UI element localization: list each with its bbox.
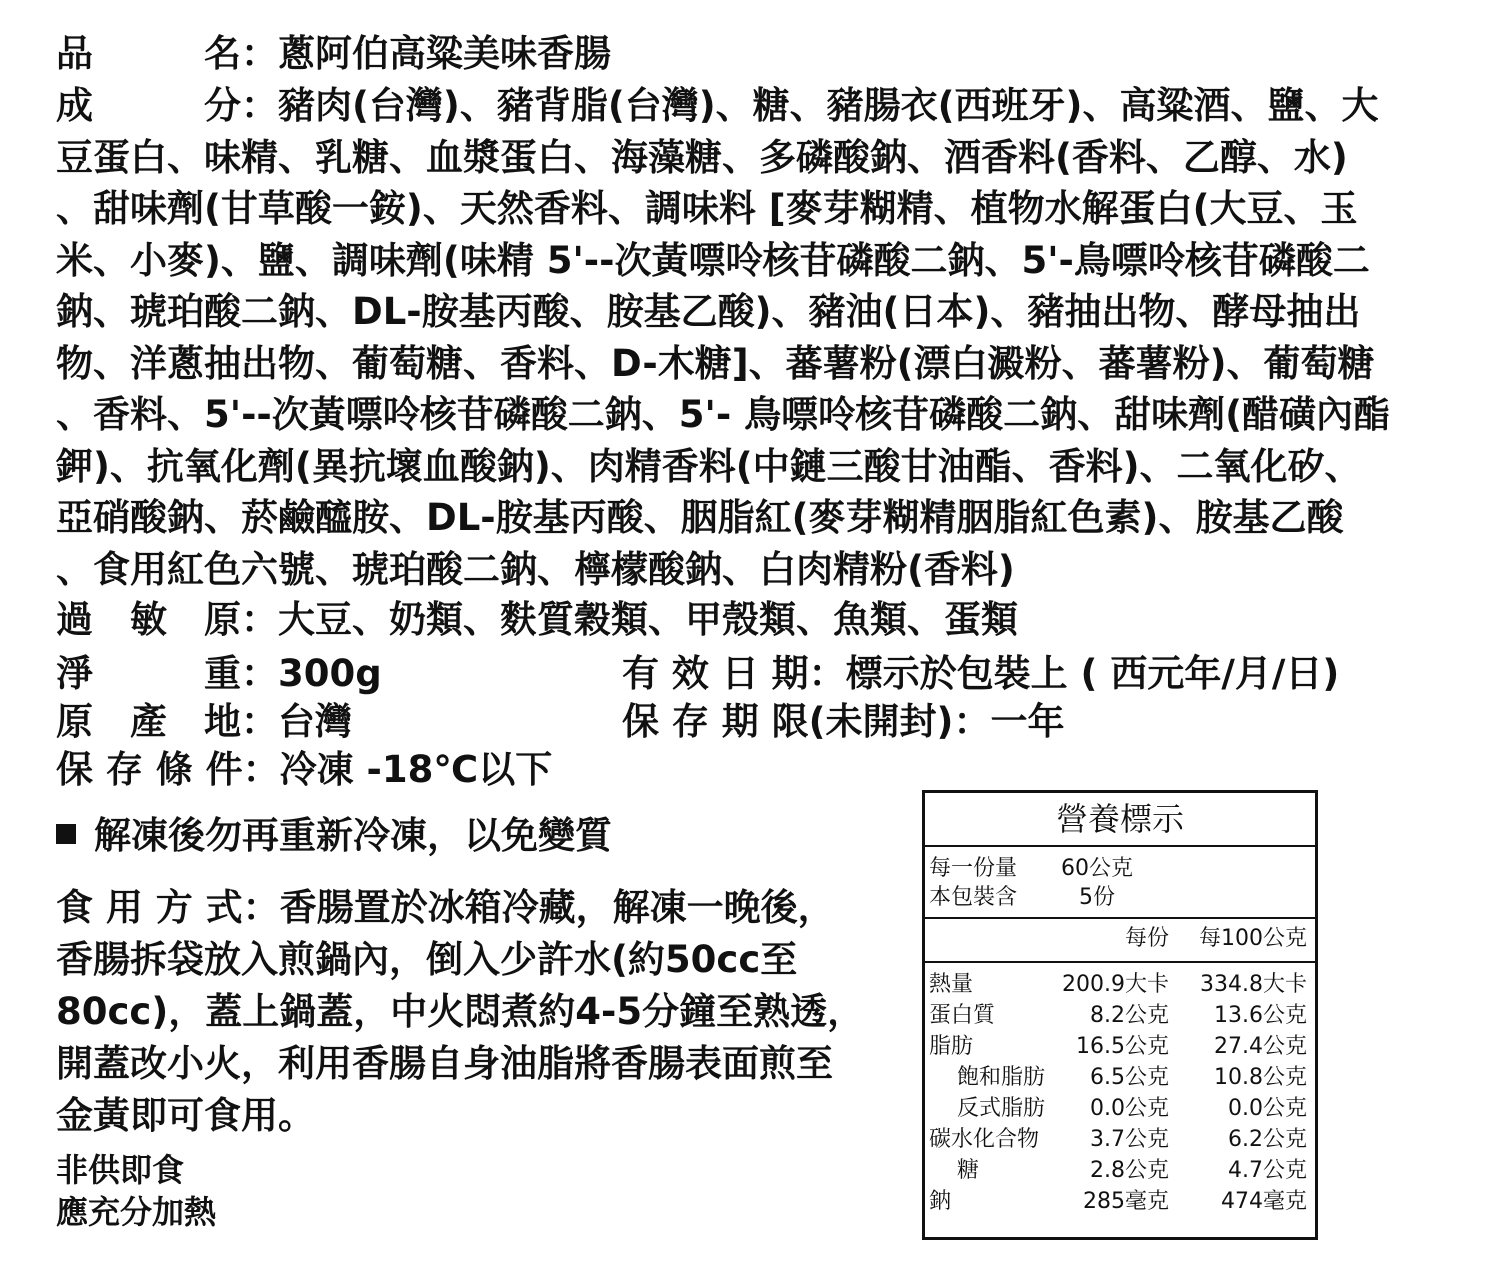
shelf-life-line (622, 698, 1064, 746)
nutrient-row-sodium (929, 1186, 1307, 1217)
usage-text: 香腸置於冰箱冷藏，解凍一晚後， (279, 886, 835, 929)
nutrient-per-100g: 6.2公克 (1228, 1127, 1307, 1152)
nutrient-name: 蛋白質 (929, 1003, 996, 1028)
nutrient-name: 碳水化合物 (929, 1127, 1040, 1152)
nutrient-per-serving: 2.8公克 (1090, 1158, 1169, 1183)
servings-label: 本包裝含 (929, 885, 1018, 910)
usage-line: 金黃即可食用。 (56, 1094, 315, 1137)
refreeze-notice (56, 812, 612, 860)
nutrient-per-serving: 16.5公克 (1076, 1034, 1169, 1059)
nutrient-per-serving: 8.2公克 (1090, 1003, 1169, 1028)
ingredients-line: 米、小麥)、鹽、調味劑(味精 5'--次黃嘌呤核苷磷酸二鈉、5'-鳥嘌呤核苷磷酸二 (56, 238, 1370, 282)
nutrient-row-sugar (929, 1155, 1307, 1186)
nutrient-per-100g: 27.4公克 (1214, 1034, 1307, 1059)
ingredients-line: 鈉、琥珀酸二鈉、DL-胺基丙酸、胺基乙酸)、豬油(日本)、豬抽出物、酵母抽出 (56, 290, 1361, 333)
ingredients-line: 、甜味劑(甘草酸一銨)、天然香料、調味料 [麥芽糊精、植物水解蛋白(大豆、玉 (56, 187, 1358, 230)
nutrient-name: 脂肪 (929, 1034, 974, 1059)
nutrition-title: 營養標示 (1055, 800, 1184, 838)
ingredients-line: 、香料、5'--次黃嘌呤核苷磷酸二鈉、5'- 鳥嘌呤核苷磷酸二鈉、甜味劑(醋磺內酯 (56, 393, 1391, 436)
ingredients-line: 物、洋蔥抽出物、葡萄糖、香料、D-木糖]、蕃薯粉(漂白澱粉、蕃薯粉)、葡萄糖 (56, 341, 1375, 385)
product-name-value: 蔥阿伯高粱美味香腸 (278, 32, 611, 75)
ingredients-line: 、食用紅色六號、琥珀酸二鈉、檸檬酸鈉、白肉精粉(香料) (56, 547, 1015, 591)
net-weight-line (56, 650, 382, 698)
nutrient-per-serving: 285毫克 (1083, 1189, 1169, 1214)
nutrition-facts-table (922, 790, 1318, 1240)
shelf-life-label: 保 存 期 限(未開封)： (622, 700, 991, 743)
ingredients-block (56, 80, 1446, 595)
net-weight-label: 淨 重： (56, 652, 278, 695)
storage-line (56, 746, 552, 794)
nutrient-row-saturated-fat (929, 1062, 1307, 1093)
expiry-line (622, 650, 1339, 698)
nutrition-divider (925, 845, 1315, 847)
not-ready-to-eat-note: 非供即食 (56, 1151, 185, 1189)
net-weight-value: 300g (278, 652, 382, 695)
nutrient-row-carbohydrate (929, 1124, 1307, 1155)
nutrient-per-100g: 334.8大卡 (1200, 972, 1307, 997)
allergens-value: 大豆、奶類、麩質穀類、甲殼類、魚類、蛋類 (278, 598, 1018, 641)
storage-label: 保 存 條 件： (56, 748, 280, 791)
shelf-life-value: 一年 (990, 700, 1065, 743)
nutrient-name: 熱量 (929, 972, 974, 997)
nutrition-divider (925, 961, 1315, 963)
ingredients-line: 亞硝酸鈉、菸鹼醯胺、DL-胺基丙酸、胭脂紅(麥芽糊精胭脂紅色素)、胺基乙酸 (56, 496, 1344, 539)
nutrient-per-serving: 0.0公克 (1090, 1096, 1169, 1121)
nutrient-name: 鈉 (929, 1189, 952, 1214)
ingredients-line (56, 80, 1446, 132)
usage-block (56, 882, 906, 1142)
heat-thoroughly-note: 應充分加熱 (56, 1193, 217, 1231)
nutrient-name: 飽和脂肪 (957, 1065, 1046, 1090)
nutrient-row-protein (929, 1000, 1307, 1031)
nutrient-row-energy (929, 969, 1307, 1000)
col-per-100g: 每100公克 (1199, 926, 1307, 951)
nutrient-per-100g: 0.0公克 (1228, 1096, 1307, 1121)
servings-value: 5份 (1079, 885, 1115, 910)
ingredients-text: 豬肉(台灣)、豬背脂(台灣)、糖、豬腸衣(西班牙)、高粱酒、鹽、大 (278, 84, 1379, 127)
nutrition-header-row (929, 923, 1307, 954)
serving-size-row (929, 853, 1307, 884)
nutrient-row-fat (929, 1031, 1307, 1062)
origin-value: 台灣 (278, 700, 352, 743)
product-name-label: 品 名： (56, 32, 278, 75)
usage-line: 開蓋改小火，利用香腸自身油脂將香腸表面煎至 (56, 1042, 833, 1085)
col-per-serving: 每份 (1124, 926, 1169, 951)
nutrient-per-100g: 10.8公克 (1214, 1065, 1307, 1090)
usage-line: 香腸拆袋放入煎鍋內，倒入少許水(約50cc至 (56, 938, 798, 981)
nutrient-name: 糖 (957, 1158, 980, 1183)
servings-row (929, 882, 1307, 913)
serving-size-label: 每一份量 (929, 856, 1018, 881)
nutrient-per-100g: 13.6公克 (1214, 1003, 1307, 1028)
ingredients-line: 豆蛋白、味精、乳糖、血漿蛋白、海藻糖、多磷酸鈉、酒香料(香料、乙醇、水) (56, 135, 1348, 179)
allergens-line (56, 596, 1018, 644)
ingredients-line: 鉀)、抗氧化劑(異抗壞血酸鈉)、肉精香料(中鏈三酸甘油酯、香料)、二氧化矽、 (56, 444, 1362, 488)
nutrient-per-serving: 6.5公克 (1090, 1065, 1169, 1090)
nutrition-divider (925, 917, 1315, 919)
usage-line: 80cc)，蓋上鍋蓋，中火悶煮約4-5分鐘至熟透， (56, 990, 865, 1033)
storage-value: 冷凍 -18℃以下 (279, 748, 553, 791)
expiry-value: 標示於包裝上 ( 西元年/月/日) (845, 652, 1340, 695)
nutrient-row-trans-fat (929, 1093, 1307, 1124)
product-name-line (56, 30, 611, 78)
nutrient-per-serving: 3.7公克 (1090, 1127, 1169, 1152)
nutrient-name: 反式脂肪 (957, 1096, 1046, 1121)
origin-label: 原 產 地： (56, 700, 278, 743)
nutrient-per-serving: 200.9大卡 (1062, 972, 1169, 997)
notice-text: 解凍後勿再重新冷凍，以免變質 (94, 814, 612, 857)
usage-line (56, 882, 906, 934)
origin-line (56, 698, 352, 746)
usage-label: 食 用 方 式： (56, 886, 280, 929)
allergens-label: 過 敏 原： (56, 598, 278, 641)
nutrient-per-100g: 474毫克 (1221, 1189, 1307, 1214)
ingredients-label: 成 分： (56, 84, 278, 127)
expiry-label: 有 效 日 期： (622, 652, 846, 695)
serving-size-value: 60公克 (1061, 856, 1133, 881)
square-bullet-icon (56, 824, 76, 844)
nutrient-per-100g: 4.7公克 (1228, 1158, 1307, 1183)
